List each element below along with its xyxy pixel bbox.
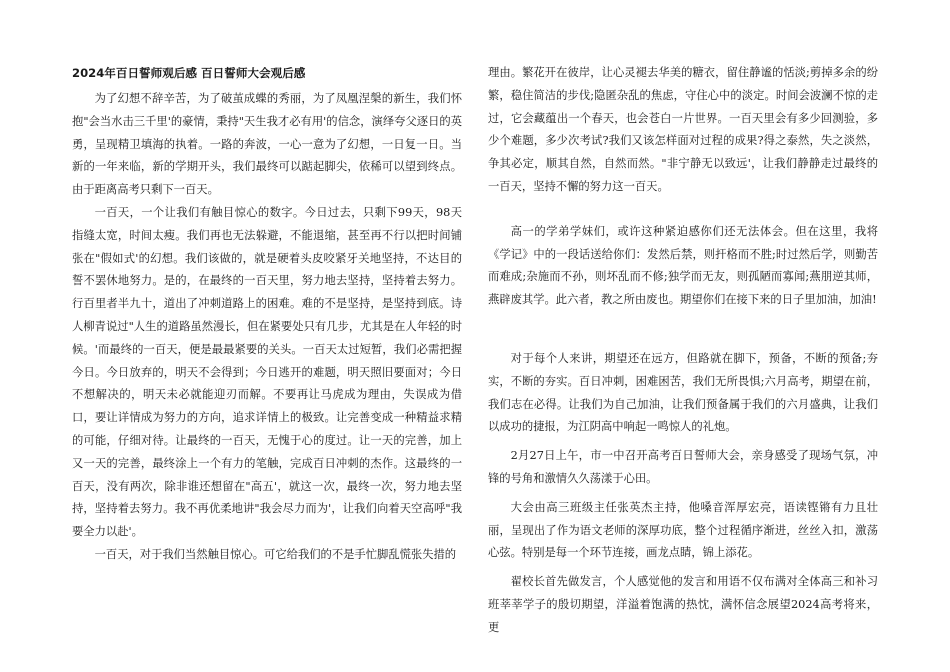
paragraph: 一百天，对于我们当然触目惊心。可它给我们的不是手忙脚乱慌张失措的 (94, 547, 457, 561)
paragraph: 大会由高三班级主任张英杰主持，他嗓音浑厚宏亮，语读铿锵有力且壮丽，呈现出了作为语文老师的深厚功底，整个过程循序渐进，丝丝入扣，激荡心弦。特别是每一个环节连接，画龙点睛，锦上添花。 (488, 500, 878, 560)
paragraph: 为了幻想不辞辛苦，为了破茧成蝶的秀丽，为了凤凰涅槃的新生，我们怀抱"会当水击三千里'的豪情，秉持"天生我才必有用'的信念，演绎夸父逐日的英勇，呈现精卫填海的执着。一路的奔波，一心一意为了幻想，一日复一日。当新的一年来临，新的学期开头，我们最终可以踮起脚尖，依稀可以望到终点。由于距离高考只剩下一百天。 (72, 92, 462, 197)
right-column (488, 62, 878, 640)
paragraph-spacer (488, 312, 878, 348)
paragraph: 2月27日上午，市一中召开高考百日誓师大会，亲身感受了现场气氛，冲锋的号角和激情久久荡漾于心田。 (488, 449, 878, 485)
paragraph-spacer (488, 199, 878, 221)
paragraph: 对于每个人来讲，期望还在远方，但路就在脚下，预备，不断的预备;夯实，不断的夯实。百日冲刺，困难困苦，我们无所畏惧;六月高考，期望在前，我们志在必得。让我们为自己加油，让我们预备属于我们的六月盛典，让我们以成功的捷报，为江阴高中响起一鸣惊人的礼炮。 (488, 351, 878, 434)
paragraph-continued: 理由。繁花开在彼岸，让心灵褪去华美的糖衣，留住静谧的恬淡;剪掉多余的纷繁，稳住简洁的步伐;隐匿杂乱的焦虑，守住心中的淡定。时间会波澜不惊的走过，它会藏蕴出一个春天，也会苍白一片世界。一百天里会有多少回测验，多少个难题，多少次考试?我们又该怎样面对过程的成果?得之泰然，失之淡然，争其必定，顺其自然，自然而然。"非宁静无以致远'，让我们静静走过最终的一百天，坚持不懈的努力这一百天。 (488, 66, 878, 193)
paragraph: 翟校长首先做发言，个人感觉他的发言和用语不仅布满对全体高三和补习班莘莘学子的殷切期望，洋溢着饱满的热忱，满怀信念展望2024高考将来，更 (488, 575, 878, 634)
paragraph: 一百天，一个让我们有触目惊心的数字。今日过去，只剩下99天，98天指缝太宽，时间太瘦。我们再也无法躲避，不能退缩，甚至再不行以把时间铺张在"假如式'的幻想。我们该做的，就是硬着头皮咬紧牙关地坚持，不达目的誓不罢休地努力。是的，在最终的一百天里，努力地去坚持，坚持着去努力。行百里者半九十，道出了冲刺道路上的困难。难的不是坚持，是坚持到底。诗人柳青说过"人生的道路虽然漫长，但在紧要处只有几步，尤其是在人年轻的时候。'而最终的一百天，便是最最紧要的关头。一百天太过短暂，我们必需把握今日。今日放弃的，明天不会得到；今日逃开的难题，明天照旧要面对；今日不想解决的，明天未必就能迎刃而解。不要再让马虎成为理由，失误成为借口，要让详情成为努力的方向，追求详情上的极致。让完善变成一种精益求精的可能，仔细对待。让最终的一百天，无愧于心的度过。让一天的完善，加上又一天的完善，最终涂上一个有力的笔触，完成百日冲刺的杰作。这最终的一百天，没有两次，除非谁还想留在"高五'，就这一次，最终一次，努力地去坚持，坚持着去努力。我不再优柔地讲"我会尽力而为'，让我们向着天空高呼"我要全力以赴'。 (72, 205, 462, 539)
paragraph: 高一的学弟学妹们，或许这种紧迫感你们还无法体会。但在这里，我将《学记》中的一段话送给你们：发然后禁，则扞格而不胜;时过然后学，则勤苦而难成;杂施而不孙，则坏乱而不修;独学而无友，则孤陋而寡闻;燕朋逆其师，燕辟废其学。此六者，教之所由废也。期望你们在接下来的日子里加油，加油! (488, 224, 878, 307)
left-column (72, 62, 462, 567)
document-title: 2024年百日誓师观后感 百日誓师大会观后感 (72, 66, 306, 80)
